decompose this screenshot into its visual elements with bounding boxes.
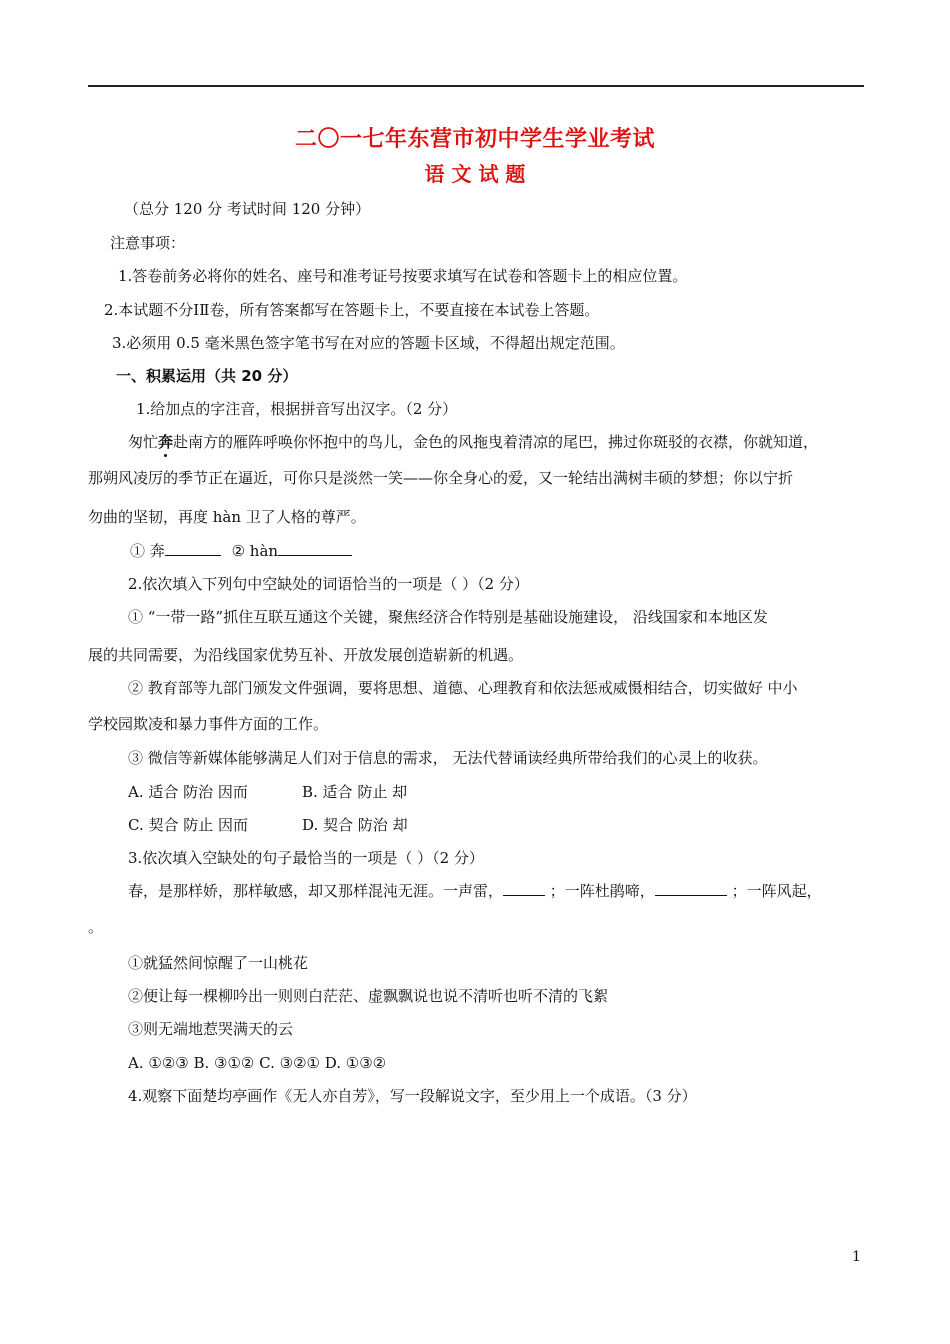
exam-subtitle: 语 文 试 题 xyxy=(424,162,526,186)
q1-passage-post: 赴南方的雁阵呼唤你怀抱中的鸟儿，金色的风拖曳着清凉的尾巴，拂过你斑驳的衣襟，你就知道， xyxy=(173,433,819,451)
q1-answer-2-blank[interactable] xyxy=(278,541,352,556)
q3-text-line xyxy=(128,881,822,901)
q1-passage-pre: 匆忙 xyxy=(128,433,159,451)
q3-text-end: 。 xyxy=(88,918,104,936)
q3-text-c: ；一阵风起， xyxy=(731,882,822,900)
notice-item: 3.必须用 0.5 毫米黑色签字笔书写在对应的答题卡区域，不得超出规定范围。 xyxy=(112,334,625,352)
dotted-character: 奔 xyxy=(158,433,174,451)
q1-passage-line: 那朔风凌厉的季节正在逼近，可你只是淡然一笑——你全身心的爱，又一轮结出满树丰硕的梦想；你以宁折 xyxy=(88,469,794,487)
q3-blank-2[interactable] xyxy=(655,881,727,896)
section-heading: 一、积累运用（共 20 分） xyxy=(116,367,298,385)
notice-item: 2.本试题不分ⅠⅡ卷，所有答案都写在答题卡上，不要直接在本试卷上答题。 xyxy=(104,301,600,319)
notice-label: 注意事项： xyxy=(110,234,186,252)
q2-sentence: ③ 微信等新媒体能够满足人们对于信息的需求， 无法代替诵读经典所带给我们的心灵上的收获。 xyxy=(128,749,768,767)
q1-answers xyxy=(130,541,352,561)
q1-answer-1-blank[interactable] xyxy=(165,541,221,556)
q1-passage-line xyxy=(128,432,818,452)
q3-prompt: 3.依次填入空缺处的句子最恰当的一项是（ ）（2 分） xyxy=(128,849,484,867)
q2-option-c: C. 契合 防止 因而 xyxy=(128,816,249,834)
q2-prompt: 2.依次填入下列句中空缺处的词语恰当的一项是（ ）（2 分） xyxy=(128,575,529,593)
q3-text-a: 春，是那样娇，那样敏感，却又那样混沌无涯。一声雷， xyxy=(128,882,504,900)
q3-choice: ②便让每一棵柳吟出一则则白茫茫、虚飘飘说也说不清听也听不清的飞絮 xyxy=(128,987,609,1005)
q1-answer-2-label: ② hàn xyxy=(231,542,279,560)
q2-sentence: 学校园欺凌和暴力事件方面的工作。 xyxy=(88,715,329,733)
header-rule xyxy=(88,85,864,87)
q2-option-b: B. 适合 防止 却 xyxy=(302,783,408,801)
exam-title: 二〇一七年东营市初中学生学业考试 xyxy=(294,127,655,152)
q1-answer-1-label: ① 奔 xyxy=(130,542,165,560)
q4-prompt: 4.观察下面楚均亭画作《无人亦自芳》，写一段解说文字，至少用上一个成语。（3 分） xyxy=(128,1087,697,1105)
q2-sentence: 展的共同需要，为沿线国家优势互补、开放发展创造崭新的机遇。 xyxy=(88,646,524,664)
q3-text-b: ；一阵杜鹃啼， xyxy=(549,882,655,900)
q2-sentence: ② 教育部等九部门颁发文件强调，要将思想、道德、心理教育和依法惩戒威慑相结合，切实做好 中小 xyxy=(128,679,798,697)
q3-choice: ①就猛然间惊醒了一山桃花 xyxy=(128,954,309,972)
notice-item: 1.答卷前务必将你的姓名、座号和准考证号按要求填写在试卷和答题卡上的相应位置。 xyxy=(118,267,688,285)
score-time: （总分 120 分 考试时间 120 分钟） xyxy=(124,200,371,218)
q3-blank-1[interactable] xyxy=(503,881,545,896)
q1-prompt: 1.给加点的字注音，根据拼音写出汉字。（2 分） xyxy=(136,400,458,418)
q2-option-a: A. 适合 防治 因而 xyxy=(128,783,248,801)
q2-sentence: ① “一带一路”抓住互联互通这个关键，聚焦经济合作特别是基础设施建设， 沿线国家和本地区发 xyxy=(128,608,768,626)
q1-passage-line: 勿曲的坚韧，再度 hàn 卫了人格的尊严。 xyxy=(88,508,366,526)
q2-option-d: D. 契合 防治 却 xyxy=(302,816,408,834)
page-number: 1 xyxy=(852,1249,861,1265)
q3-choice: ③则无端地惹哭满天的云 xyxy=(128,1020,294,1038)
q3-options: A. ①②③ B. ③①② C. ③②① D. ①③② xyxy=(128,1054,387,1072)
